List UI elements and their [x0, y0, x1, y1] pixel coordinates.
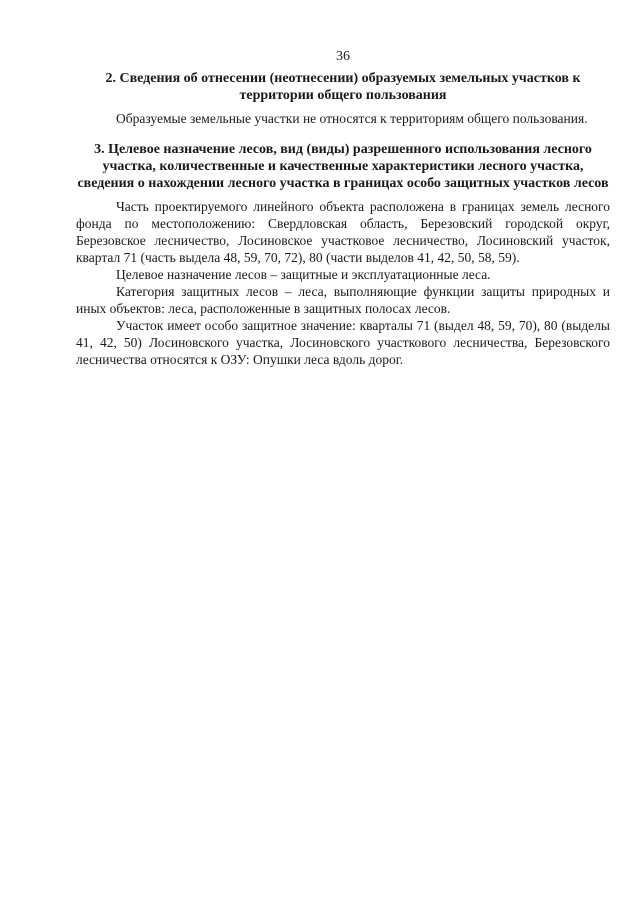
section-3-paragraph-protection: Участок имеет особо защитное значение: кварталы 71 (выдел 48, 59, 70), 80 (выделы 41, 42, 50) Лосиновского участка, Лосиновского участкового лесничества, Березовского лесничества относятся к ОЗУ: Опушки леса вдоль дорог. [76, 318, 610, 367]
document-page [76, 48, 610, 368]
section-3-paragraph-purpose: Целевое назначение лесов – защитные и эксплуатационные леса. [116, 267, 491, 282]
section-3-paragraph-category: Категория защитных лесов – леса, выполняющие функции защиты природных и иных объектов: леса, расположенные в защитных полосах лесов. [76, 284, 610, 316]
section-3-heading: 3. Целевое назначение лесов, вид (виды) разрешенного использования лесного участка, количественные и качественные характеристики лесного участка, сведения о нахождении лесного участка в границах особо защитных участков лесов [77, 142, 609, 191]
page-number: 36 [336, 49, 350, 64]
section-2-paragraph: Образуемые земельные участки не относятся к территориям общего пользования. [116, 111, 588, 126]
section-3-paragraph-location: Часть проектируемого линейного объекта расположена в границах земель лесного фонда по местоположению: Свердловская область, Березовский городской округ, Березовское лесничество, Лосиновское участковое лесничество, Лосиновский участок, квартал 71 (часть выдела 48, 59, 70, 72), 80 (части выделов 41, 42, 50, 58, 59). [76, 199, 610, 265]
section-2-heading: 2. Сведения об отнесении (неотнесении) образуемых земельных участков к территории общего пользования [105, 71, 581, 103]
